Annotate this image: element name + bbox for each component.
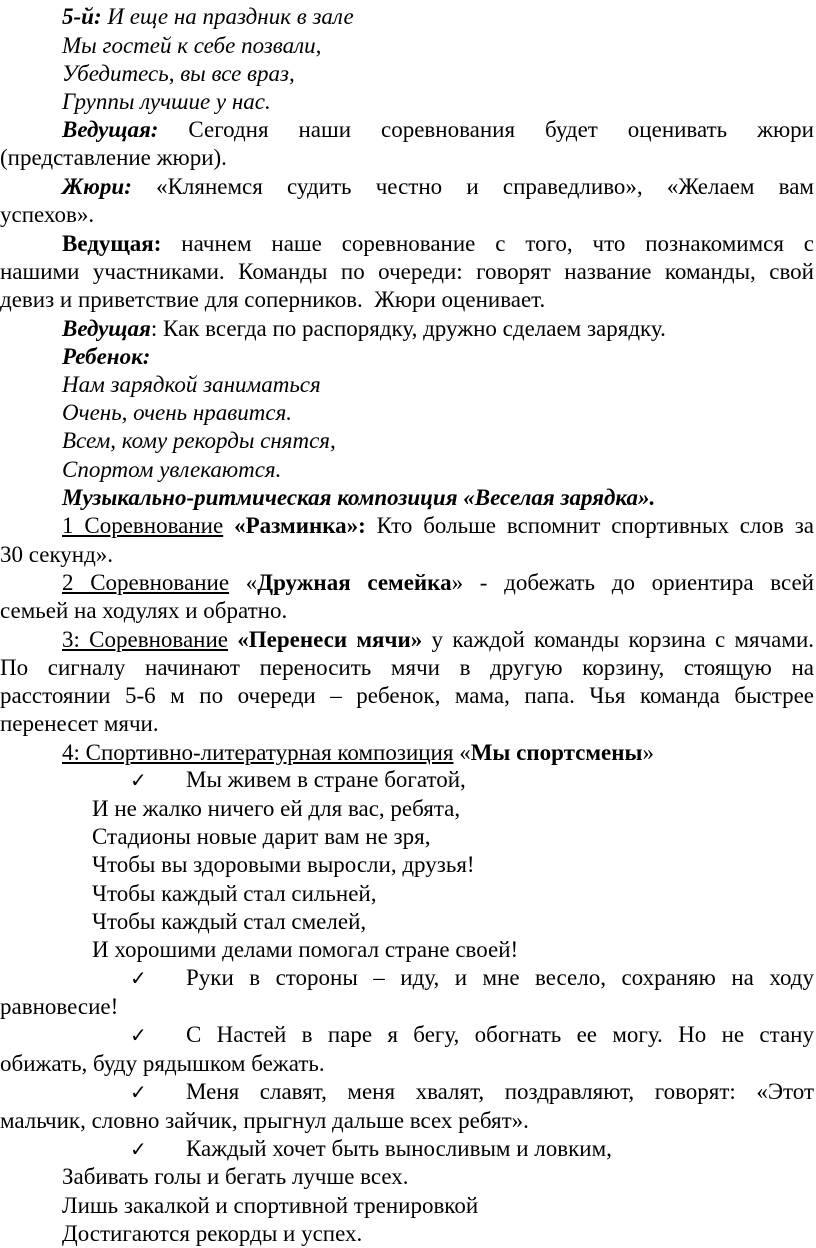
text-run: «	[453, 740, 471, 765]
text-run: Забивать голы и бегать лучше всех.	[62, 1164, 409, 1189]
text-run: расстоянии 5-6 м по очереди – ребенок, мама, папа. Чья команда быстрее	[0, 683, 814, 708]
text-run: Сегодня наши соревнования будет оценивать жюри	[158, 117, 814, 142]
text-run: Чтобы вы здоровыми выросли, друзья!	[92, 852, 475, 877]
text-run: Ребенок:	[62, 344, 151, 369]
text-run: перенесет мячи.	[0, 711, 159, 736]
text-run: Жюри:	[62, 174, 132, 199]
text-line	[0, 3, 816, 31]
text-run: Руки в стороны – иду, и мне весело, сохраняю на ходу	[186, 965, 814, 990]
text-line	[0, 626, 816, 654]
text-line	[0, 795, 816, 823]
text-run: Спортом увлекаются.	[62, 457, 282, 482]
text-run: «	[229, 570, 258, 595]
text-run: 2 Соревнование	[62, 570, 230, 595]
text-line	[0, 32, 816, 60]
text-run: Мы живем в стране богатой,	[186, 767, 466, 792]
text-run: 30 секунд».	[0, 542, 114, 567]
text-run: Лишь закалкой и спортивной тренировкой	[62, 1193, 479, 1218]
text-line	[0, 456, 816, 484]
text-run: Всем, кому рекорды снятся,	[62, 428, 336, 453]
text-line	[0, 597, 816, 625]
text-run: Убедитесь, вы все враз,	[62, 61, 295, 86]
text-line	[0, 1107, 816, 1135]
text-line	[0, 258, 816, 286]
text-run: 3: Соревнование	[62, 627, 228, 652]
text-run: И хорошими делами помогал стране своей!	[92, 937, 519, 962]
text-run: : Как всегда по распорядку, дружно сделаем зарядку.	[150, 316, 666, 341]
text-run: Меня славят, меня хвалят, поздравляют, говорят: «Этот	[186, 1079, 814, 1104]
text-line	[0, 173, 816, 201]
text-line	[0, 512, 816, 540]
text-line	[0, 230, 816, 258]
text-run: И не жалко ничего ей для вас, ребята,	[92, 796, 461, 821]
text-line	[0, 427, 816, 455]
text-line	[0, 116, 816, 144]
text-line	[0, 399, 816, 427]
text-run: семьей на ходулях и обратно.	[0, 598, 288, 623]
text-line	[0, 710, 816, 738]
text-run: «Перенеси мячи»	[237, 627, 423, 652]
text-line	[0, 1050, 816, 1078]
text-line	[0, 766, 816, 794]
text-run: Мы спортсмены	[470, 740, 643, 765]
text-run: Группы лучшие у нас.	[62, 89, 271, 114]
text-line	[0, 1192, 816, 1220]
text-run: Дружная семейка	[257, 570, 452, 595]
text-run: девиз и приветствие для соперников. Жюри оценивает.	[0, 287, 546, 312]
text-run: Достигаются рекорды и успех.	[62, 1221, 363, 1246]
text-run: Ведущая	[62, 316, 151, 341]
text-line	[0, 1078, 816, 1106]
text-line	[0, 908, 816, 936]
text-line	[0, 1163, 816, 1191]
text-run: равновесие!	[0, 994, 119, 1019]
text-line	[0, 569, 816, 597]
checkmark-icon: ✓	[130, 1080, 147, 1104]
text-line	[0, 654, 816, 682]
text-run: 5-й:	[62, 4, 102, 29]
text-line	[0, 60, 816, 88]
text-run: у каждой команды корзина с мячами.	[422, 627, 814, 652]
text-run: Музыкально-ритмическая композиция «Веселая зарядка».	[62, 485, 656, 510]
checkmark-icon: ✓	[130, 1023, 147, 1047]
text-run: Ведущая:	[62, 231, 162, 256]
text-line	[0, 88, 816, 116]
text-run: Каждый хочет быть выносливым и ловким,	[186, 1136, 612, 1161]
text-run: И еще на праздник в зале	[101, 4, 354, 29]
text-line	[0, 315, 816, 343]
text-line	[0, 1021, 816, 1049]
text-run: начнем наше соревнование с того, что познакомимся с	[161, 231, 814, 256]
text-run: 4: Спортивно-литературная композиция	[62, 740, 454, 765]
text-line	[0, 851, 816, 879]
text-run: 1 Соревнование	[62, 513, 224, 538]
text-line	[0, 1220, 816, 1248]
checkmark-icon: ✓	[130, 1137, 147, 1161]
text-line	[0, 1135, 816, 1163]
text-run: Кто больше вспомнит спортивных слов за	[365, 513, 815, 538]
text-run: Чтобы каждый стал сильней,	[92, 881, 377, 906]
text-run	[223, 513, 234, 538]
text-line	[0, 964, 816, 992]
text-line	[0, 371, 816, 399]
text-line	[0, 286, 816, 314]
text-run: Очень, очень нравится.	[62, 400, 293, 425]
text-run: » - добежать до ориентира всей	[451, 570, 814, 595]
text-run: По сигналу начинают переносить мячи в другую корзину, стоящую на	[0, 655, 814, 680]
text-run: Стадионы новые дарит вам не зря,	[92, 824, 431, 849]
text-line	[0, 823, 816, 851]
text-line	[0, 201, 816, 229]
text-run: мальчик, словно зайчик, прыгнул дальше всех ребят».	[0, 1108, 529, 1133]
text-run: «Клянемся судить честно и справедливо», «Желаем вам	[131, 174, 814, 199]
text-line	[0, 343, 816, 371]
text-line	[0, 936, 816, 964]
text-run: Нам зарядкой заниматься	[62, 372, 321, 397]
checkmark-icon: ✓	[130, 966, 147, 990]
text-run: Мы гостей к себе позвали,	[62, 33, 322, 58]
text-run: Ведущая:	[62, 117, 159, 142]
text-run: С Настей в паре я бегу, обогнать ее могу. Но не стану	[186, 1022, 814, 1047]
checkmark-icon: ✓	[130, 768, 147, 792]
text-line	[0, 541, 816, 569]
text-line	[0, 739, 816, 767]
text-line	[0, 880, 816, 908]
text-run: Чтобы каждый стал смелей,	[92, 909, 367, 934]
text-run: успехов».	[0, 202, 95, 227]
text-line	[0, 993, 816, 1021]
text-run	[228, 627, 237, 652]
text-line	[0, 682, 816, 710]
text-run: «Разминка»:	[234, 513, 366, 538]
text-line	[0, 484, 816, 512]
text-run: нашими участниками. Команды по очереди: говорят название команды, свой	[0, 259, 814, 284]
text-run: (представление жюри).	[0, 145, 227, 170]
text-run: обижать, буду рядышком бежать.	[0, 1051, 325, 1076]
text-run: »	[642, 740, 654, 765]
text-line	[0, 144, 816, 172]
